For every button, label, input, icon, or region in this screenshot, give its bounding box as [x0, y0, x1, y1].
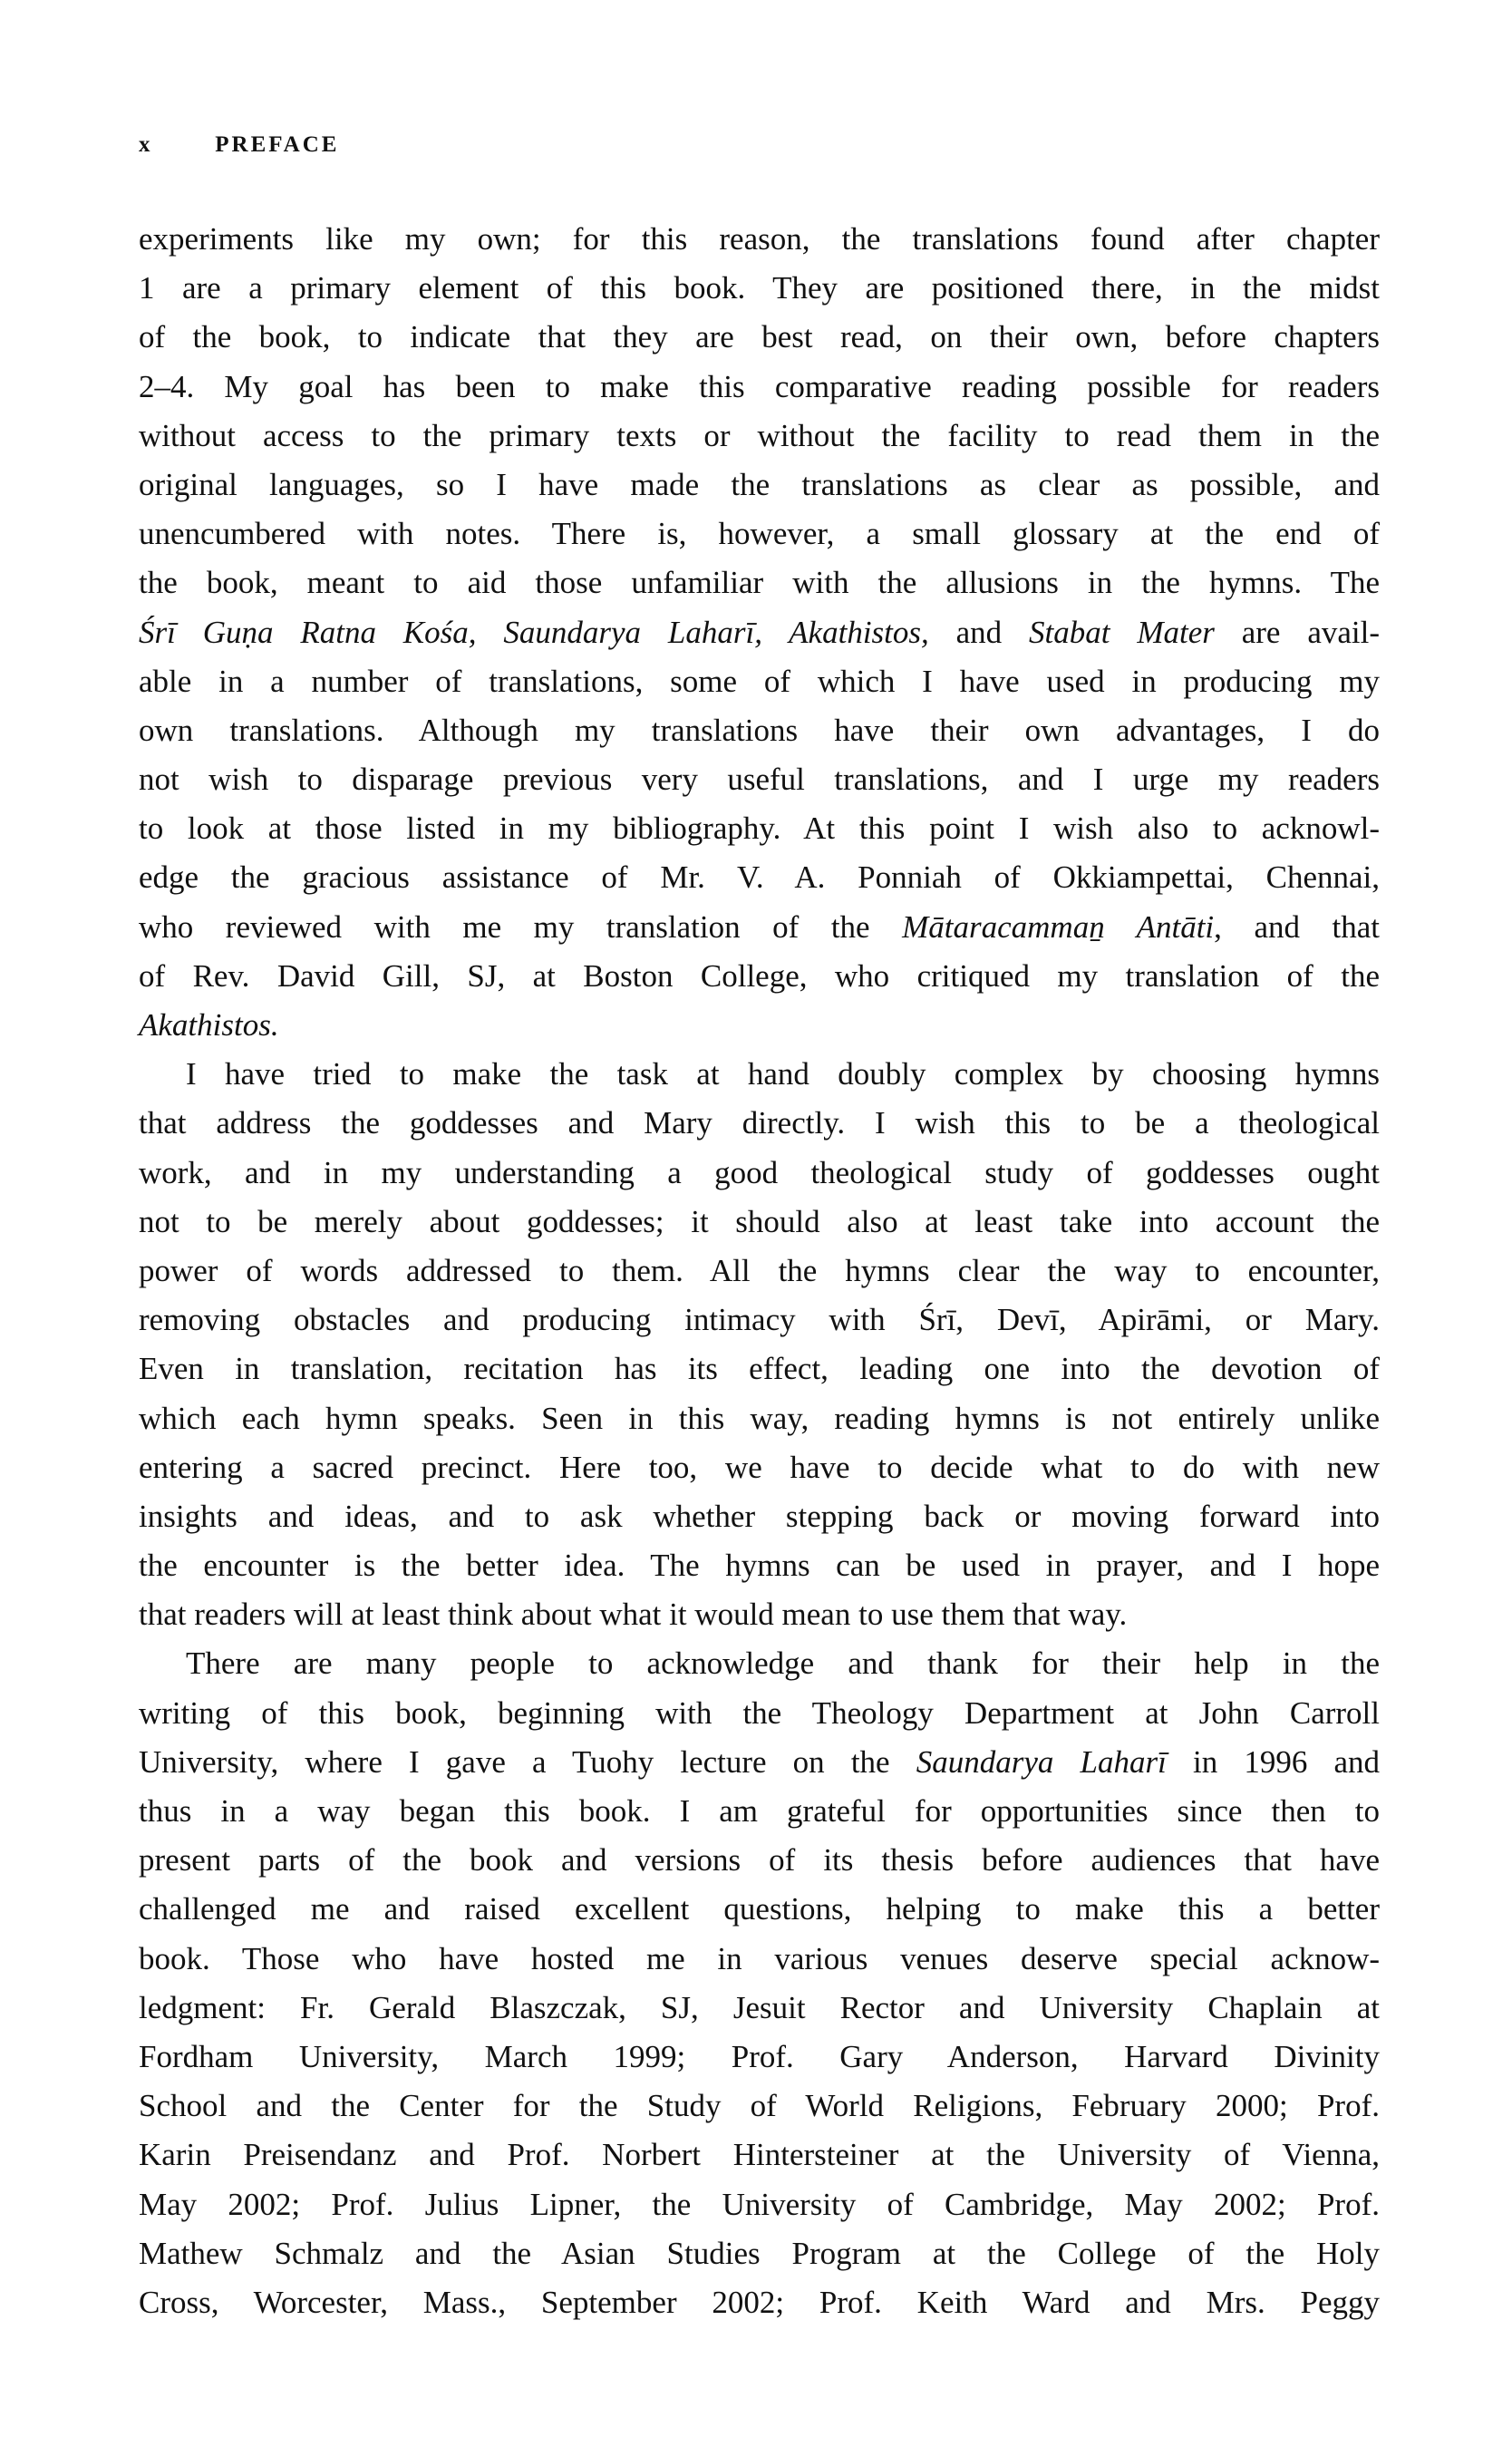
text-line	[139, 1394, 1380, 1443]
text-span: that address the goddesses and Mary directly. I wish this to be a theological	[139, 1105, 1380, 1141]
text-span: ledgment: Fr. Gerald Blaszczak, SJ, Jesuit Rector and University Chaplain at	[139, 1989, 1380, 2025]
text-line	[139, 313, 1380, 362]
text-line	[139, 1247, 1380, 1296]
text-span: without access to the primary texts or without the facility to read them in the	[139, 417, 1380, 453]
text-line	[139, 1344, 1380, 1393]
text-line	[139, 412, 1380, 461]
text-line	[139, 1541, 1380, 1590]
text-span: School and the Center for the Study of World Religions, February 2000; Prof.	[139, 2088, 1380, 2124]
text-span: original languages, so I have made the translations as clear as possible, and	[139, 466, 1380, 502]
text-line	[139, 2131, 1380, 2179]
text-span: to look at those listed in my bibliography. At this point I wish also to acknowl-	[139, 811, 1380, 847]
text-span: who reviewed with me my translation of the	[139, 908, 903, 945]
text-span: of the book, to indicate that they are best read, on their own, before chapters	[139, 319, 1380, 355]
text-line	[139, 1836, 1380, 1885]
text-line	[139, 1738, 1380, 1787]
text-span: challenged me and raised excellent questions, helping to make this a better	[139, 1891, 1380, 1927]
text-span: own translations. Although my translations have their own advantages, I do	[139, 712, 1380, 748]
text-span: Karin Preisendanz and Prof. Norbert Hintersteiner at the University of Vienna,	[139, 2137, 1380, 2173]
text-line	[139, 608, 1380, 657]
italic-title: Mātaracammaṉ Antāti	[902, 908, 1215, 945]
text-line	[139, 1639, 1380, 1688]
section-title: PREFACE	[215, 132, 340, 157]
text-line	[139, 1443, 1380, 1492]
text-span: , and that	[1214, 908, 1380, 945]
text-line	[139, 2033, 1380, 2082]
text-line	[139, 1885, 1380, 1934]
italic-title: Stabat Mater	[1029, 614, 1215, 650]
text-span: edge the gracious assistance of Mr. V. A. Ponniah of Okkiampettai, Chennai,	[139, 859, 1380, 896]
text-line	[139, 510, 1380, 558]
text-span: the encounter is the better idea. The hymns can be used in prayer, and I hope	[139, 1548, 1380, 1584]
text-span: University, where I gave a Tuohy lecture on the	[139, 1743, 916, 1780]
text-span: able in a number of translations, some of which I have used in producing my	[139, 663, 1380, 699]
text-line	[139, 1099, 1380, 1148]
text-line	[139, 755, 1380, 804]
text-line	[139, 853, 1380, 902]
text-span: power of words addressed to them. All the hymns clear the way to encounter,	[139, 1252, 1380, 1288]
text-span: I have tried to make the task at hand doubly complex by choosing hymns	[186, 1056, 1380, 1092]
text-line	[139, 706, 1380, 755]
paragraph	[139, 1639, 1380, 2327]
text-span: and	[928, 614, 1030, 650]
running-head	[139, 132, 339, 158]
text-line	[139, 1149, 1380, 1198]
text-line	[139, 363, 1380, 412]
text-line	[139, 1001, 1380, 1050]
text-span: the book, meant to aid those unfamiliar with the allusions in the hymns. The	[139, 565, 1380, 601]
paragraph	[139, 215, 1380, 1050]
text-span: that readers will at least think about what it would mean to use them that way.	[139, 1597, 1128, 1633]
text-span: removing obstacles and producing intimacy with Śrī, Devī, Apirāmi, or Mary.	[139, 1302, 1380, 1338]
italic-title: Śrī Guṇa Ratna Kośa, Saundarya Laharī, Akathistos,	[139, 614, 929, 650]
italic-title: Saundarya Laharī	[916, 1743, 1167, 1780]
text-span: thus in a way began this book. I am grateful for opportunities since then to	[139, 1793, 1380, 1829]
italic-title: Akathistos.	[139, 1007, 279, 1043]
text-span: Even in translation, recitation has its effect, leading one into the devotion of	[139, 1351, 1380, 1387]
text-span: There are many people to acknowledge and thank for their help in the	[186, 1645, 1380, 1682]
text-span: not to be merely about goddesses; it should also at least take into account the	[139, 1203, 1380, 1239]
text-span: writing of this book, beginning with the Theology Department at John Carroll	[139, 1694, 1380, 1731]
text-span: entering a sacred precinct. Here too, we have to decide what to do with new	[139, 1449, 1380, 1485]
text-span: Cross, Worcester, Mass., September 2002; Prof. Keith Ward and Mrs. Peggy	[139, 2284, 1380, 2320]
text-line	[139, 2180, 1380, 2229]
text-line	[139, 1050, 1380, 1099]
text-line	[139, 2082, 1380, 2131]
text-line	[139, 1492, 1380, 1541]
text-span: in 1996 and	[1166, 1743, 1380, 1780]
text-span: are avail-	[1214, 614, 1380, 650]
text-span: present parts of the book and versions of its thesis before audiences that have	[139, 1842, 1380, 1878]
text-line	[139, 1787, 1380, 1836]
text-line	[139, 264, 1380, 313]
text-span: not wish to disparage previous very useful translations, and I urge my readers	[139, 762, 1380, 798]
text-span: 1 are a primary element of this book. They are positioned there, in the midst	[139, 270, 1380, 306]
text-line	[139, 1935, 1380, 1984]
text-span: book. Those who have hosted me in various venues deserve special acknow-	[139, 1940, 1380, 1976]
text-span: May 2002; Prof. Julius Lipner, the University of Cambridge, May 2002; Prof.	[139, 2186, 1380, 2222]
text-line	[139, 804, 1380, 853]
text-line	[139, 215, 1380, 264]
text-line	[139, 2278, 1380, 2327]
text-line	[139, 952, 1380, 1001]
text-line	[139, 1590, 1380, 1639]
text-span: experiments like my own; for this reason, the translations found after chapter	[139, 221, 1380, 257]
text-span: Mathew Schmalz and the Asian Studies Program at the College of the Holy	[139, 2235, 1380, 2271]
text-line	[139, 2229, 1380, 2278]
text-line	[139, 1198, 1380, 1247]
text-span: which each hymn speaks. Seen in this way, reading hymns is not entirely unlike	[139, 1400, 1380, 1436]
body-text	[139, 215, 1380, 2327]
text-span: insights and ideas, and to ask whether stepping back or moving forward into	[139, 1498, 1380, 1534]
text-line	[139, 461, 1380, 510]
text-line	[139, 1296, 1380, 1344]
page-number: x	[139, 132, 153, 157]
text-line	[139, 1689, 1380, 1738]
paragraph	[139, 1050, 1380, 1639]
text-line	[139, 657, 1380, 706]
text-span: of Rev. David Gill, SJ, at Boston College, who critiqued my translation of the	[139, 957, 1380, 994]
text-line	[139, 1984, 1380, 2033]
text-span: work, and in my understanding a good theological study of goddesses ought	[139, 1154, 1380, 1190]
text-span: unencumbered with notes. There is, however, a small glossary at the end of	[139, 516, 1380, 552]
text-span: 2–4. My goal has been to make this comparative reading possible for readers	[139, 368, 1380, 404]
text-line	[139, 558, 1380, 607]
text-span: Fordham University, March 1999; Prof. Gary Anderson, Harvard Divinity	[139, 2038, 1380, 2074]
text-line	[139, 903, 1380, 952]
